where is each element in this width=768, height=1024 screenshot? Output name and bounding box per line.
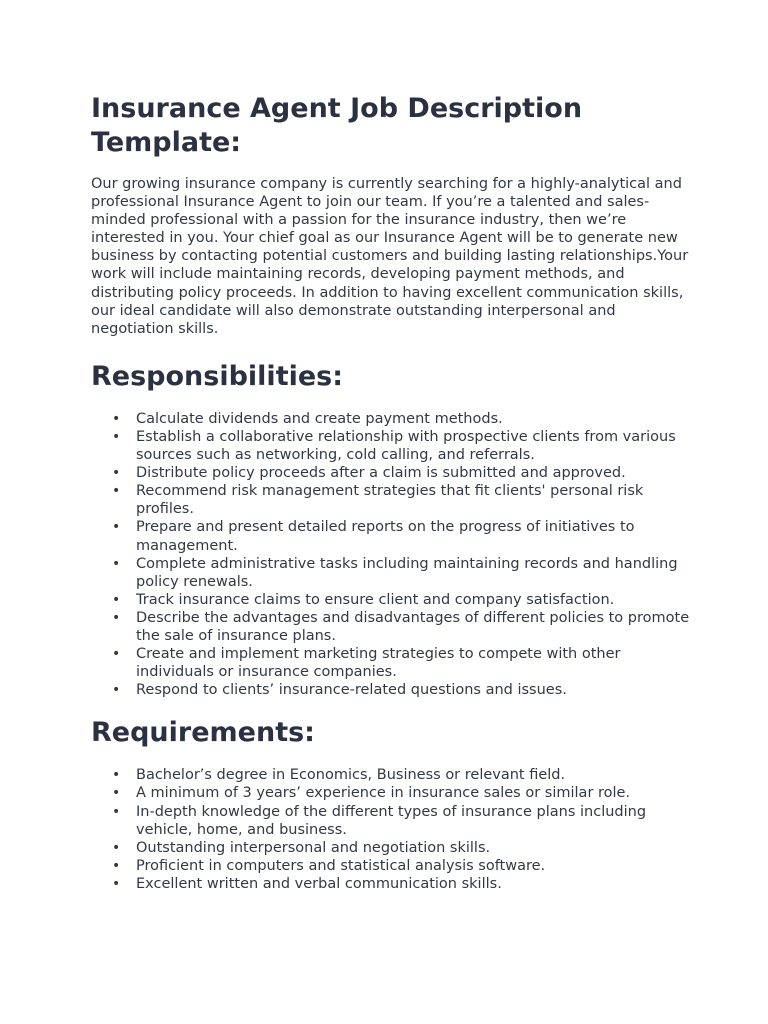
responsibilities-item xyxy=(91,410,691,428)
requirements-item-text: Bachelor’s degree in Economics, Business or relevant field. xyxy=(136,767,566,784)
requirements-item xyxy=(91,875,691,893)
requirements-item-text: Outstanding interpersonal and negotiation skills. xyxy=(136,839,491,856)
responsibilities-item xyxy=(91,518,691,554)
bullet-icon: • xyxy=(112,646,121,663)
bullet-icon: • xyxy=(112,428,121,445)
bullet-icon: • xyxy=(112,519,121,536)
bullet-icon: • xyxy=(112,609,121,626)
requirements-item-text: A minimum of 3 years’ experience in insurance sales or similar role. xyxy=(136,785,631,802)
bullet-icon: • xyxy=(112,483,121,500)
document-title: Insurance Agent Job Description Template: xyxy=(91,93,583,158)
requirements-item xyxy=(91,784,691,802)
bullet-icon: • xyxy=(112,857,121,874)
bullet-icon: • xyxy=(112,785,121,802)
requirements-heading: Requirements: xyxy=(91,717,315,749)
bullet-icon: • xyxy=(112,591,121,608)
requirements-item xyxy=(91,803,691,839)
responsibilities-item-text: Distribute policy proceeds after a claim is submitted and approved. xyxy=(136,465,626,482)
responsibilities-item xyxy=(91,482,691,518)
responsibilities-item-text: Complete administrative tasks including maintaining records and handling policy renewals. xyxy=(136,555,678,590)
responsibilities-item xyxy=(91,591,691,609)
bullet-icon: • xyxy=(112,682,121,699)
intro-paragraph: Our growing insurance company is currently searching for a highly-analytical and professional Insurance Agent to join our team. If you’re a talented and sales-minded professional with a passion for the insurance industry, then we’re interested in you. Your chief goal as our Insurance Agent will be to generate new business by contacting potential customers and building lasting relationships.Your work will include maintaining records, developing payment methods, and distributing policy proceeds. In addition to having excellent communication skills, our ideal candidate will also demonstrate outstanding interpersonal and negotiation skills. xyxy=(91,176,689,337)
responsibilities-item-text: Calculate dividends and create payment methods. xyxy=(136,410,503,427)
bullet-icon: • xyxy=(112,839,121,856)
bullet-icon: • xyxy=(112,555,121,572)
requirements-item xyxy=(91,766,691,784)
responsibilities-item-text: Describe the advantages and disadvantages of different policies to promote the sale of insurance plans. xyxy=(136,609,690,644)
bullet-icon: • xyxy=(112,410,121,427)
requirements-item xyxy=(91,857,691,875)
responsibilities-item-text: Establish a collaborative relationship with prospective clients from various sources such as networking, cold calling, and referrals. xyxy=(136,428,676,464)
bullet-icon: • xyxy=(112,875,121,892)
responsibilities-item xyxy=(91,609,691,645)
bullet-icon: • xyxy=(112,767,121,784)
responsibilities-item xyxy=(91,645,691,681)
requirements-item-text: Proficient in computers and statistical analysis software. xyxy=(136,857,546,874)
responsibilities-item-text: Respond to clients’ insurance-related questions and issues. xyxy=(136,682,567,699)
responsibilities-item xyxy=(91,681,691,699)
responsibilities-item-text: Track insurance claims to ensure client and company satisfaction. xyxy=(136,591,615,608)
bullet-icon: • xyxy=(112,465,121,482)
document-content xyxy=(91,92,691,893)
requirements-item-text: Excellent written and verbal communication skills. xyxy=(136,875,502,892)
requirements-item xyxy=(91,839,691,857)
requirements-item-text: In-depth knowledge of the different types of insurance plans including vehicle, home, and business. xyxy=(136,803,647,838)
bullet-icon: • xyxy=(112,803,121,820)
responsibilities-item-text: Prepare and present detailed reports on the progress of initiatives to management. xyxy=(136,519,635,554)
responsibilities-item xyxy=(91,555,691,591)
responsibilities-item-text: Create and implement marketing strategies to compete with other individuals or insurance companies. xyxy=(136,646,621,681)
responsibilities-list xyxy=(91,410,691,700)
responsibilities-heading: Responsibilities: xyxy=(91,360,344,392)
responsibilities-item xyxy=(91,428,691,464)
requirements-list xyxy=(91,766,691,893)
responsibilities-item xyxy=(91,464,691,482)
responsibilities-item-text: Recommend risk management strategies that fit clients' personal risk profiles. xyxy=(136,483,644,518)
